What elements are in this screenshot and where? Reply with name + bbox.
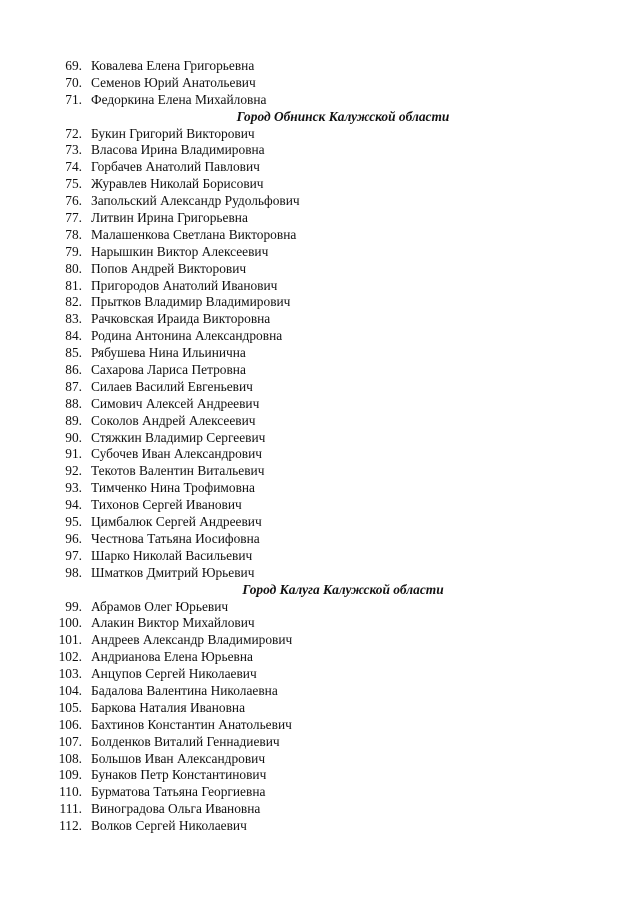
list-item [0,615,640,632]
person-name: Федоркина Елена Михайловна [91,91,267,107]
person-name: Запольский Александр Рудольфович [91,193,300,209]
list-item [0,514,640,531]
list-item [0,328,640,345]
list-item [0,531,640,548]
item-number: 98. [65,564,82,580]
name-list [0,58,640,835]
person-name: Алакин Виктор Михайлович [91,615,255,631]
item-number: 84. [65,328,82,344]
person-name: Цимбалюк Сергей Андреевич [91,514,262,530]
list-item [0,126,640,143]
list-item [0,278,640,295]
item-number: 102. [58,649,82,665]
list-item [0,801,640,818]
person-name: Сахарова Лариса Петровна [91,362,246,378]
item-number: 112. [59,818,82,834]
item-number: 76. [65,193,82,209]
person-name: Волков Сергей Николаевич [91,818,247,834]
person-name: Силаев Василий Евгеньевич [91,378,253,394]
person-name: Родина Антонина Александровна [91,328,283,344]
person-name: Пригородов Анатолий Иванович [91,277,278,293]
item-number: 94. [65,497,82,513]
list-item [0,599,640,616]
list-item [0,92,640,109]
list-item [0,767,640,784]
person-name: Субочев Иван Александрович [91,446,263,462]
list-item [0,734,640,751]
item-number: 89. [65,412,82,428]
list-item [0,193,640,210]
person-name: Малашенкова Светлана Викторовна [91,226,297,242]
item-number: 88. [65,395,82,411]
item-number: 73. [65,142,82,158]
item-number: 81. [65,277,82,293]
list-item [0,244,640,261]
person-name: Нарышкин Виктор Алексеевич [91,243,269,259]
list-item [0,142,640,159]
list-item [0,632,640,649]
item-number: 109. [58,767,82,783]
person-name: Симович Алексей Андреевич [91,395,260,411]
item-number: 80. [65,260,82,276]
person-name: Попов Андрей Викторович [91,260,247,276]
list-item [0,497,640,514]
item-number: 91. [65,446,82,462]
list-item [0,227,640,244]
person-name: Литвин Ирина Григорьевна [91,210,248,226]
person-name: Текотов Валентин Витальевич [91,463,265,479]
list-item [0,311,640,328]
list-item [0,430,640,447]
item-number: 70. [65,74,82,90]
list-item [0,294,640,311]
person-name: Виноградова Ольга Ивановна [91,801,261,817]
person-name: Анцупов Сергей Николаевич [91,666,257,682]
person-name: Ковалева Елена Григорьевна [91,58,255,73]
person-name: Соколов Андрей Алексеевич [91,412,256,428]
person-name: Абрамов Олег Юрьевич [91,598,229,614]
list-item [0,751,640,768]
item-number: 79. [65,243,82,259]
item-number: 86. [65,362,82,378]
person-name: Власова Ирина Владимировна [91,142,265,158]
list-item [0,58,640,75]
list-item [0,413,640,430]
person-name: Честнова Татьяна Иосифовна [91,530,260,546]
item-number: 92. [65,463,82,479]
person-name: Тихонов Сергей Иванович [91,497,242,513]
list-item [0,362,640,379]
person-name: Болденков Виталий Геннадиевич [91,733,280,749]
person-name: Большов Иван Александрович [91,750,266,766]
item-number: 106. [58,716,82,732]
person-name: Букин Григорий Викторович [91,125,255,141]
item-number: 96. [65,530,82,546]
item-number: 107. [58,733,82,749]
person-name: Тимченко Нина Трофимовна [91,480,255,496]
section-heading: Город Калуга Калужской области [242,581,444,597]
section-heading: Город Обнинск Калужской области [236,108,450,124]
item-number: 105. [58,699,82,715]
item-number: 77. [65,210,82,226]
item-number: 78. [65,226,82,242]
person-name: Рачковская Ираида Викторовна [91,311,271,327]
list-item [0,565,640,582]
list-item [0,261,640,278]
item-number: 95. [65,514,82,530]
item-number: 100. [58,615,82,631]
person-name: Рябушева Нина Ильинична [91,345,246,361]
person-name: Бунаков Петр Константинович [91,767,267,783]
item-number: 104. [58,682,82,698]
list-item [0,345,640,362]
person-name: Бахтинов Константин Анатольевич [91,716,292,732]
list-item [0,818,640,835]
list-item [0,649,640,666]
person-name: Прытков Владимир Владимирович [91,294,291,310]
list-item [0,683,640,700]
item-number: 75. [65,176,82,192]
person-name: Баркова Наталия Ивановна [91,699,246,715]
person-name: Горбачев Анатолий Павлович [91,159,260,175]
item-number: 101. [58,632,82,648]
item-number: 103. [58,666,82,682]
list-item [0,75,640,92]
list-item [0,446,640,463]
item-number: 90. [65,429,82,445]
item-number: 71. [65,91,82,107]
person-name: Журавлев Николай Борисович [91,176,264,192]
item-number: 85. [65,345,82,361]
person-name: Шарко Николай Васильевич [91,547,253,563]
list-item [0,548,640,565]
item-number: 111. [59,801,82,817]
list-item [0,210,640,227]
person-name: Шматков Дмитрий Юрьевич [91,564,255,580]
item-number: 72. [65,125,82,141]
person-name: Андрианова Елена Юрьевна [91,649,253,665]
item-number: 83. [65,311,82,327]
list-item [0,717,640,734]
item-number: 74. [65,159,82,175]
person-name: Андреев Александр Владимирович [91,632,293,648]
list-item [0,379,640,396]
item-number: 69. [65,58,82,73]
person-name: Семенов Юрий Анатольевич [91,74,256,90]
item-number: 97. [65,547,82,563]
list-item [0,700,640,717]
person-name: Стяжкин Владимир Сергеевич [91,429,266,445]
person-name: Бурматова Татьяна Георгиевна [91,784,266,800]
item-number: 110. [59,784,82,800]
list-item [0,396,640,413]
item-number: 108. [58,750,82,766]
item-number: 99. [65,598,82,614]
list-item [0,463,640,480]
list-item [0,480,640,497]
item-number: 82. [65,294,82,310]
item-number: 87. [65,378,82,394]
list-item [0,666,640,683]
item-number: 93. [65,480,82,496]
list-item [0,784,640,801]
person-name: Бадалова Валентина Николаевна [91,682,278,698]
list-item [0,176,640,193]
list-item [0,159,640,176]
